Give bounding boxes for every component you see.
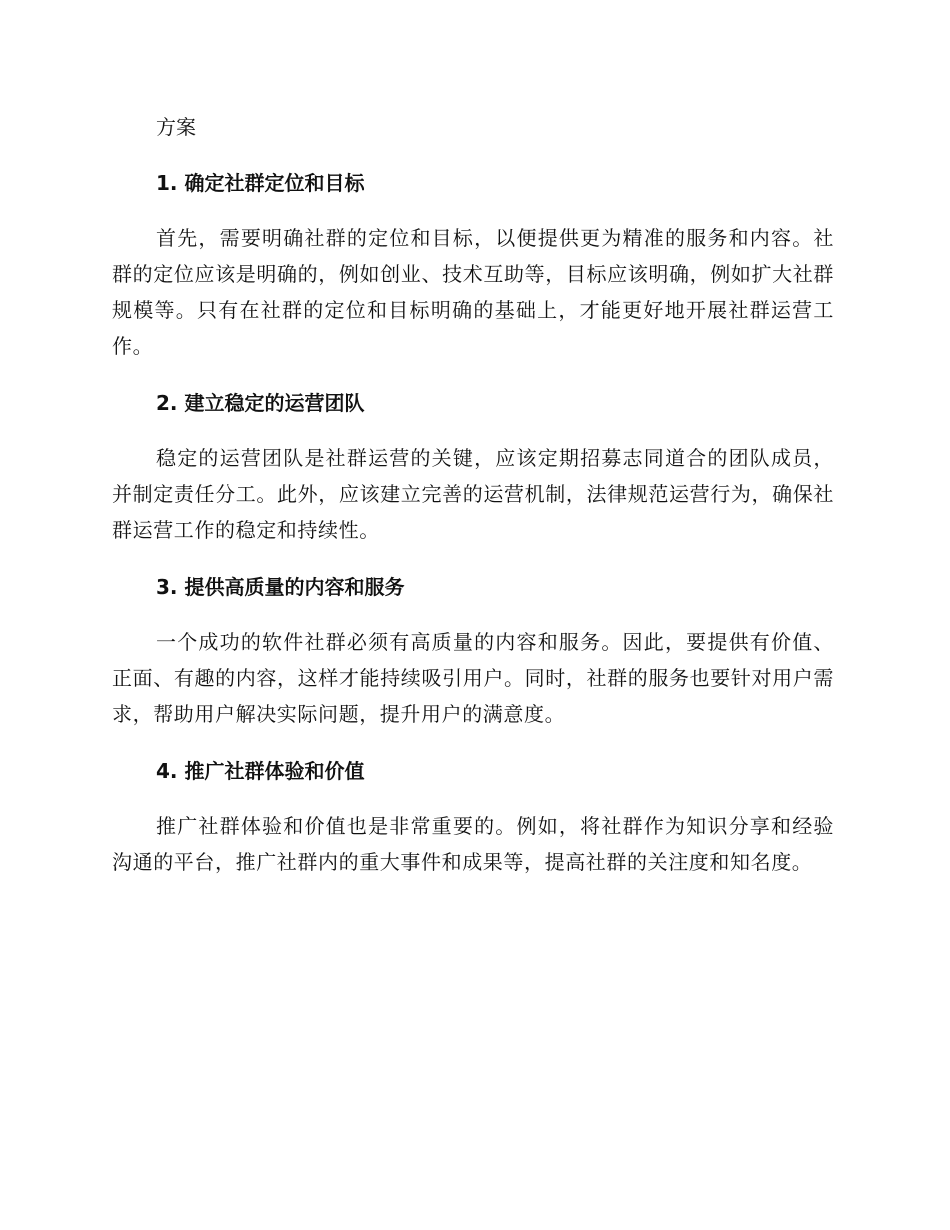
document-title: 方案 xyxy=(156,115,196,139)
section-heading-1: 1. 确定社群定位和目标 xyxy=(156,171,365,195)
spacer xyxy=(112,606,834,624)
spacer xyxy=(112,790,834,808)
section-heading-3: 3. 提供高质量的内容和服务 xyxy=(156,575,405,599)
section-heading-4: 4. 推广社群体验和价值 xyxy=(156,759,365,783)
spacer xyxy=(112,146,834,164)
spacer xyxy=(112,202,834,220)
spacer xyxy=(112,548,834,568)
section-heading-2: 2. 建立稳定的运营团队 xyxy=(156,391,365,415)
spacer xyxy=(112,732,834,752)
spacer xyxy=(112,422,834,440)
section-body-3: 一个成功的软件社群必须有高质量的内容和服务。因此，要提供有价值、正面、有趣的内容，这样才能持续吸引用户。同时，社群的服务也要针对用户需求，帮助用户解决实际问题，提升用户的满意度。 xyxy=(112,630,834,726)
section-body-4: 推广社群体验和价值也是非常重要的。例如，将社群作为知识分享和经验沟通的平台，推广社群内的重大事件和成果等，提高社群的关注度和知名度。 xyxy=(112,814,834,874)
section-body-2: 稳定的运营团队是社群运营的关键，应该定期招募志同道合的团队成员，并制定责任分工。此外，应该建立完善的运营机制，法律规范运营行为，确保社群运营工作的稳定和持续性。 xyxy=(112,446,834,542)
document-page xyxy=(112,108,834,880)
section-body-1: 首先，需要明确社群的定位和目标，以便提供更为精准的服务和内容。社群的定位应该是明确的，例如创业、技术互助等，目标应该明确，例如扩大社群规模等。只有在社群的定位和目标明确的基础上，才能更好地开展社群运营工作。 xyxy=(112,226,834,358)
spacer xyxy=(112,364,834,384)
